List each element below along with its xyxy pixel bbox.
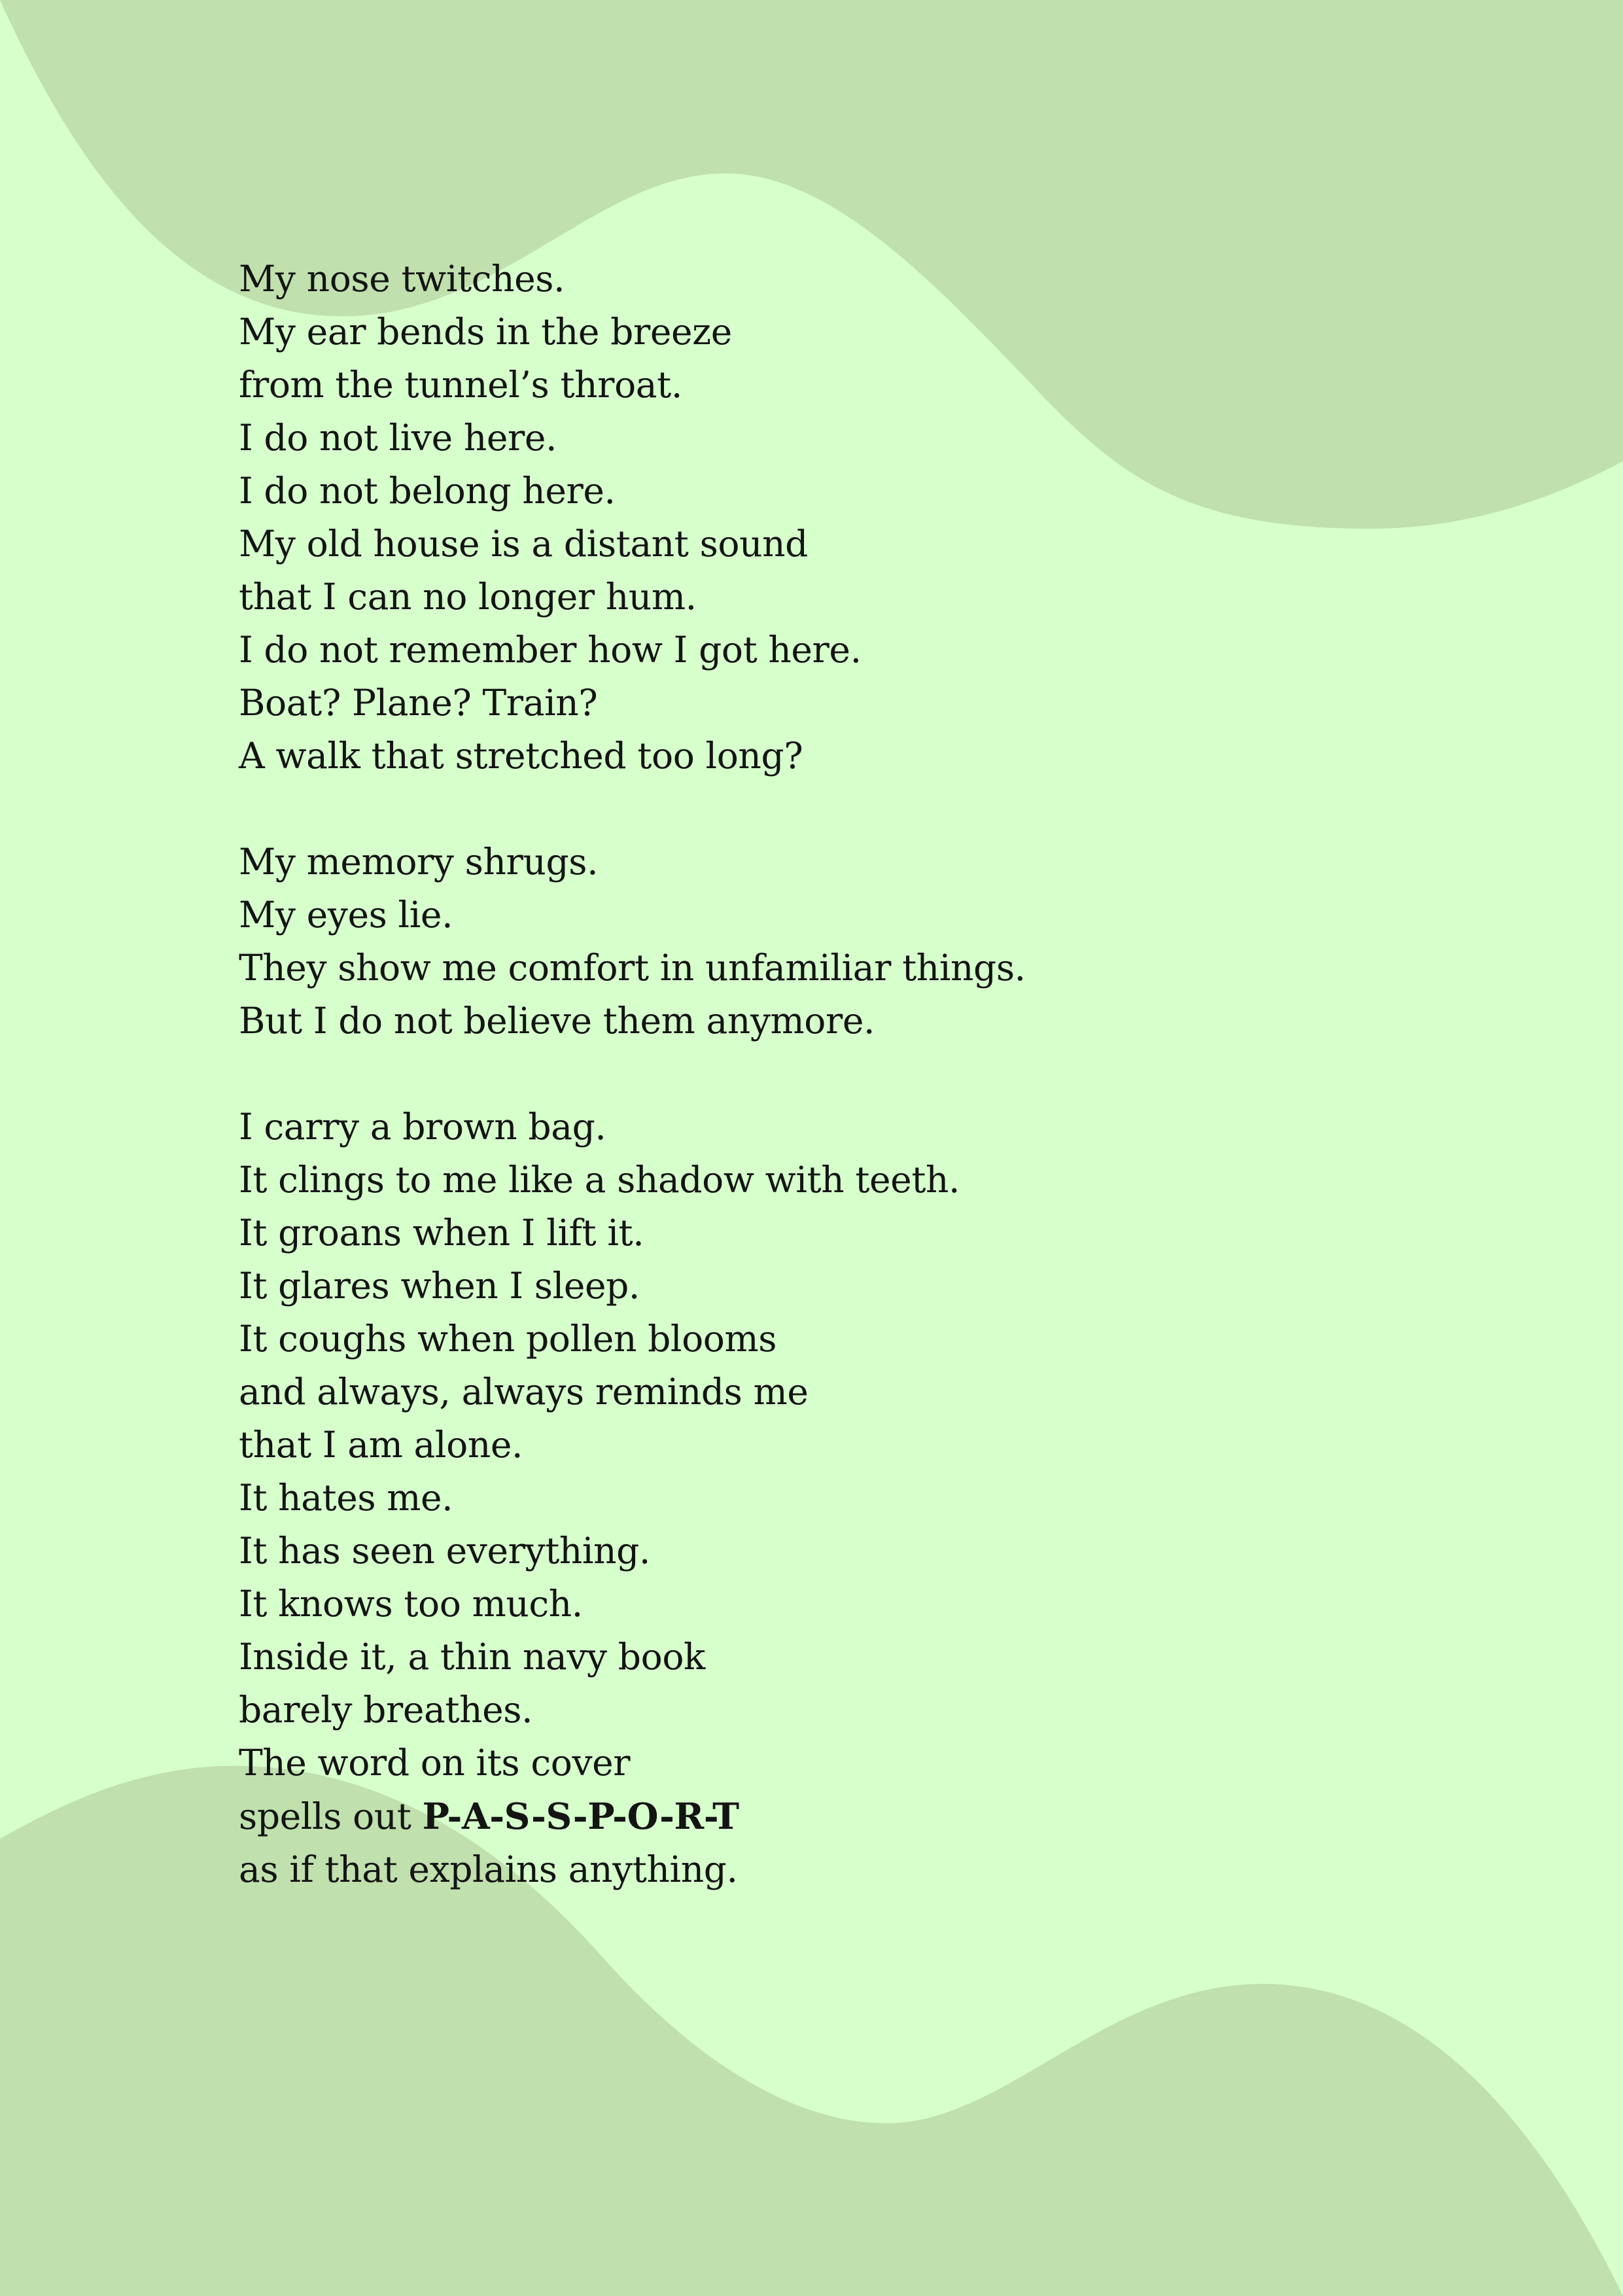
poem-line: that I am alone. [239, 1424, 523, 1466]
poem-line: It clings to me like a shadow with teeth. [239, 1159, 960, 1201]
poem-line: I carry a brown bag. [239, 1106, 606, 1148]
poem-line: Boat? Plane? Train? [239, 682, 598, 724]
poem-line: My memory shrugs. [239, 841, 599, 883]
poem-line: It hates me. [239, 1477, 453, 1519]
passport-word: P-A-S-S-P-O-R-T [422, 1795, 739, 1837]
poem-line: My eyes lie. [239, 894, 453, 936]
stanza-3 [239, 1101, 1026, 1896]
poem-line: But I do not believe them anymore. [239, 1000, 875, 1042]
poem-line: It groans when I lift it. [239, 1212, 644, 1254]
poem-line: barely breathes. [239, 1689, 533, 1731]
poem-line: I do not live here. [239, 417, 557, 459]
poem-line: The word on its cover [239, 1742, 631, 1784]
poem-line: that I can no longer hum. [239, 576, 697, 618]
poem-line: My ear bends in the breeze [239, 311, 732, 353]
poem-line: It has seen everything. [239, 1530, 651, 1572]
poem-line: from the tunnel’s throat. [239, 364, 682, 406]
poem-line: A walk that stretched too long? [239, 735, 803, 777]
final-line: as if that explains anything. [239, 1848, 738, 1890]
poem-line: and always, always reminds me [239, 1371, 809, 1413]
poem [239, 253, 1026, 1896]
passport-line [239, 1790, 1026, 1843]
poem-line: Inside it, a thin navy book [239, 1636, 705, 1678]
stanza-1 [239, 253, 1026, 783]
poem-line: They show me comfort in unfamiliar things. [239, 947, 1026, 989]
poem-line: It knows too much. [239, 1583, 583, 1625]
poem-line: I do not belong here. [239, 470, 616, 512]
poem-line: My old house is a distant sound [239, 523, 808, 565]
poem-line: It glares when I sleep. [239, 1265, 640, 1307]
poem-line: It coughs when pollen blooms [239, 1318, 777, 1360]
poem-line: I do not remember how I got here. [239, 629, 862, 671]
poem-line: My nose twitches. [239, 258, 565, 300]
passport-line-prefix: spells out [239, 1795, 411, 1837]
stanza-2 [239, 836, 1026, 1048]
